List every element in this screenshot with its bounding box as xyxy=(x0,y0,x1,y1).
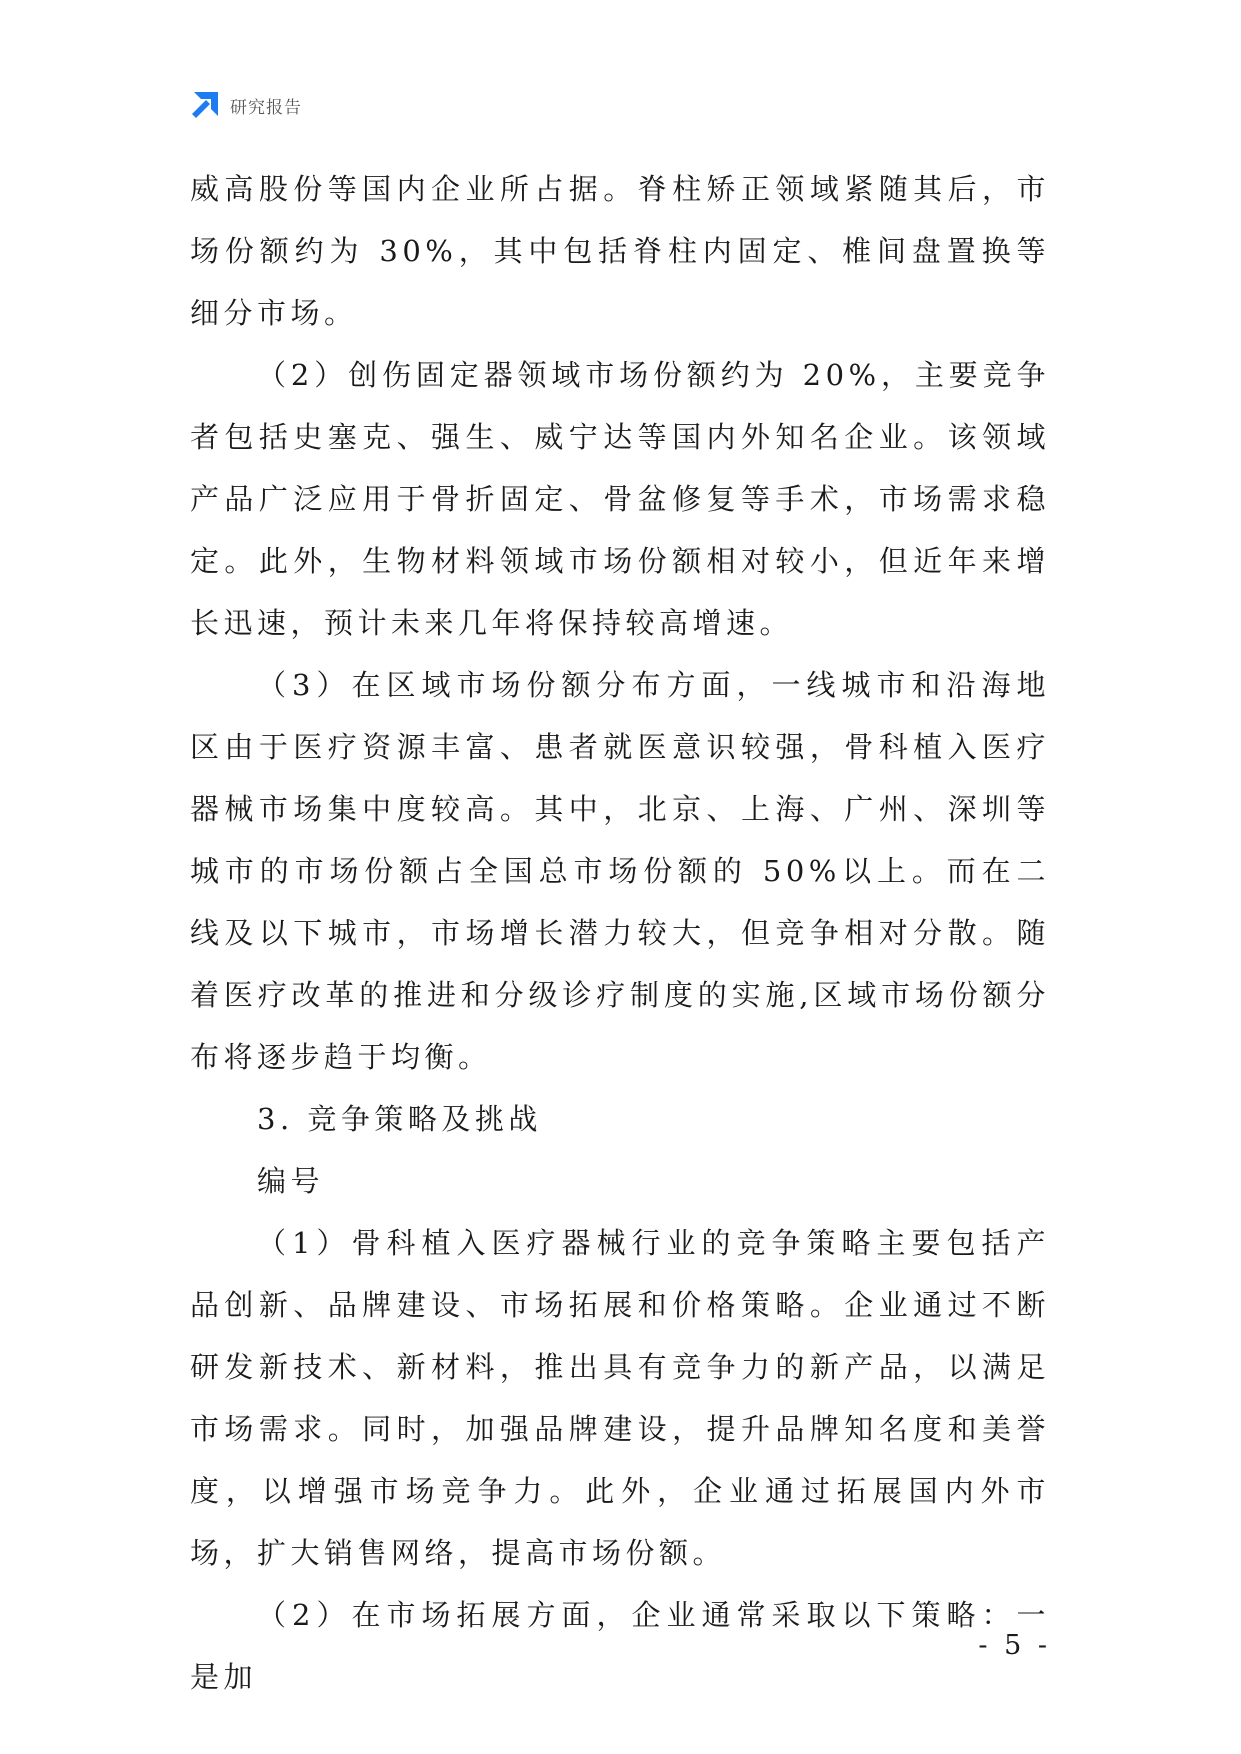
paragraph-5: （2）在市场拓展方面，企业通常采取以下策略：一是加 xyxy=(190,1598,1050,1694)
paragraph-2: （2）创伤固定器领域市场份额约为 20%，主要竞争者包括史塞克、强生、威宁达等国内外知名企业。该领域产品广泛应用于骨折固定、骨盆修复等手术，市场需求稳定。此外，生物材料领域市场份额相对较小，但近年来增长迅速，预计未来几年将保持较高增速。 xyxy=(190,358,1050,640)
page-number: - 5 - xyxy=(978,1630,1051,1661)
paragraph-4: （1）骨科植入医疗器械行业的竞争策略主要包括产品创新、品牌建设、市场拓展和价格策略。企业通过不断研发新技术、新材料，推出具有竞争力的新产品，以满足市场需求。同时，加强品牌建设，提升品牌知名度和美誉度，以增强市场竞争力。此外，企业通过拓展国内外市场，扩大销售网络，提高市场份额。 xyxy=(190,1226,1050,1570)
report-title: 研究报告 xyxy=(230,97,302,118)
arrow-up-right-icon xyxy=(190,90,220,120)
section-heading: 3. 竞争策略及挑战 xyxy=(257,1102,542,1136)
numbering-label: 编号 xyxy=(257,1164,325,1198)
paragraph-1: 威高股份等国内企业所占据。脊柱矫正领域紧随其后，市场份额约为 30%，其中包括脊柱内固定、椎间盘置换等细分市场。 xyxy=(190,172,1050,330)
document-body xyxy=(190,158,1050,1708)
paragraph-3: （3）在区域市场份额分布方面，一线城市和沿海地区由于医疗资源丰富、患者就医意识较强，骨科植入医疗器械市场集中度较高。其中，北京、上海、广州、深圳等城市的市场份额占全国总市场份额的 50%以上。而在二线及以下城市，市场增长潜力较大，但竞争相对分散。随着医疗改革的推进和分级诊疗制度的实施,区域市场份额分布将逐步趋于均衡。 xyxy=(190,668,1050,1074)
page-header xyxy=(190,88,302,122)
